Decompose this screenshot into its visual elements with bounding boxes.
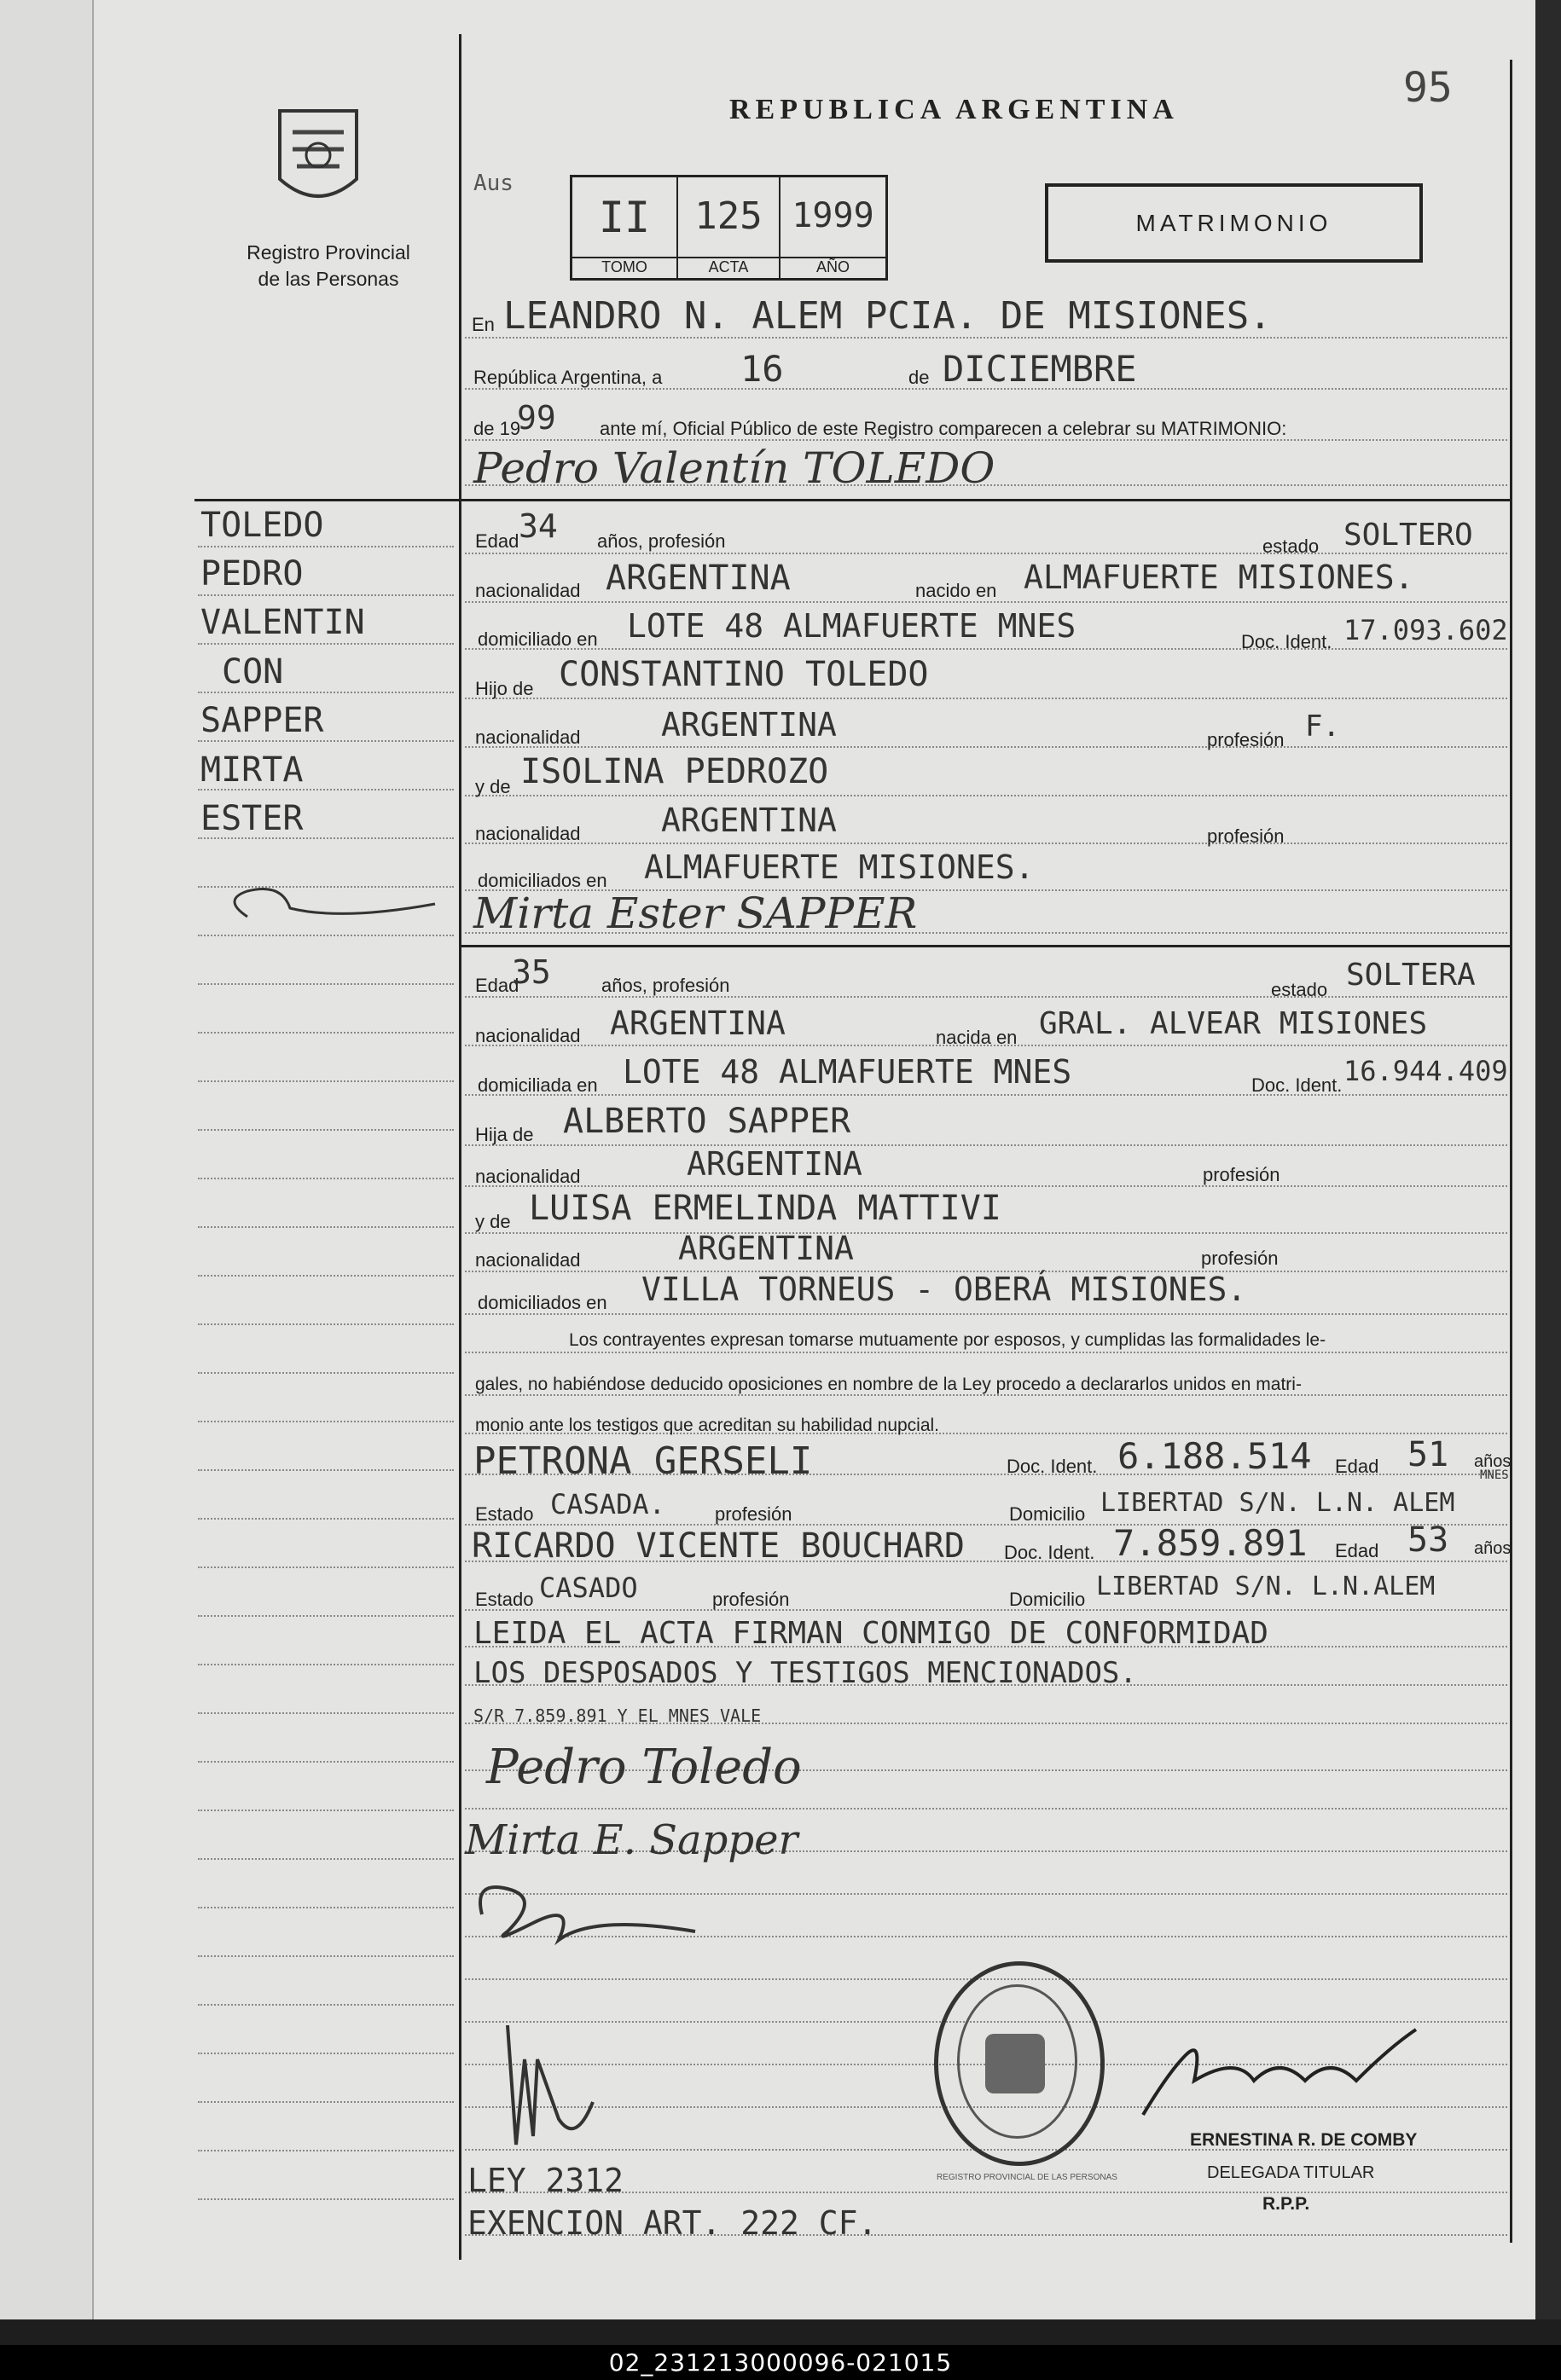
flourish-icon [213,883,444,934]
ruled-line [198,2053,454,2055]
bride-profesion-label: años, profesión [601,975,730,996]
groom-birthplace: ALMAFUERTE MISIONES. [1024,559,1414,596]
witness1-anos-label: años [1474,1452,1512,1471]
witness2-address: LIBERTAD S/N. L.N.ALEM [1096,1572,1436,1601]
official-signature-icon [1134,2021,1450,2123]
groom-father-prof-label: profesión [1207,729,1285,750]
bride-nacionalidad-label: nacionalidad [475,1025,581,1046]
groom-father-profession: F. [1305,709,1340,744]
ruled-line [198,1907,454,1909]
file-id-bar [0,2345,1561,2380]
ruled-line [198,2004,454,2006]
ruled-line [198,2150,454,2152]
witness1-edad-label: Edad [1335,1456,1379,1477]
sidebar-name: TOLEDO [200,506,324,545]
witness1-domicilio-label: Domicilio [1009,1503,1086,1525]
ruled-line [198,1469,454,1472]
marriage-day: 16 [740,348,784,390]
sidebar-name: PEDRO [200,554,304,594]
official-name: ERNESTINA R. DE COMBY [1190,2130,1418,2150]
file-id: 02_231213000096-021015 [608,2348,953,2377]
ruled-line [465,1144,1507,1147]
ruled-line [465,1352,1507,1354]
ruled-line [198,1955,454,1958]
witness1-name: PETRONA GERSELI [473,1439,813,1483]
bride-nacida-label: nacida en [936,1027,1018,1048]
ruled-line [465,843,1507,845]
bride-father-prof-label: profesión [1203,1164,1280,1185]
bride-age: 35 [512,953,551,991]
ruled-line [198,1178,454,1180]
witness-signatures-icon [456,1863,712,2170]
document-type: MATRIMONIO [1135,210,1332,236]
witness2-age: 53 [1407,1520,1449,1560]
acta-value: 125 [694,194,763,238]
bride-name-header: Mirta Ester SAPPER [473,889,918,938]
ruled-line [198,692,454,694]
acta-label: ACTA [678,257,779,276]
ruled-line [465,1094,1507,1097]
bride-domicilio-label: domiciliada en [478,1074,598,1096]
year-prefix: de 19 [473,418,521,439]
witness1-estado-label: Estado [475,1503,534,1525]
ruled-line [198,2101,454,2104]
official-office: R.P.P. [1262,2194,1310,2214]
ano-label: AÑO [780,257,885,276]
groom-signature: Pedro Toledo [486,1740,802,1795]
ruled-line [198,2198,454,2201]
ruled-line [198,983,454,986]
ruled-line [198,1080,454,1083]
declaration-line1: Los contrayentes expresan tomarse mutuamente por esposos, y cumplidas las formalidades le- [569,1330,1326,1350]
ruled-line [198,1421,454,1423]
groom-profesion-label: años, profesión [597,530,726,552]
ruled-line [465,553,1507,555]
witness2-profesion-label: profesión [712,1589,790,1610]
ruled-line [198,740,454,743]
ruled-line [198,1712,454,1715]
ruled-line [198,1323,454,1326]
bride-parents-dom-label: domiciliados en [478,1292,607,1313]
sidebar-name: CON [222,652,284,692]
groom-address: LOTE 48 ALMAFUERTE MNES [627,607,1076,645]
groom-age: 34 [519,507,558,545]
republica-label: República Argentina, a [473,367,663,388]
witness2-anos-label: años [1474,1539,1512,1558]
bride-mother-prof-label: profesión [1201,1248,1279,1269]
ruled-line [198,1518,454,1520]
scan-edge [0,2319,1561,2345]
bride-father: ALBERTO SAPPER [563,1102,851,1141]
ruled-line [198,1615,454,1618]
bride-hija-label: Hija de [475,1124,534,1145]
witness2-domicilio-label: Domicilio [1009,1589,1086,1610]
groom-mother-prof-label: profesión [1207,825,1285,847]
groom-father-nationality: ARGENTINA [661,706,837,744]
bride-father-nationality: ARGENTINA [687,1145,862,1183]
groom-parents-dom-label: domiciliados en [478,870,607,891]
bride-mother-nationality: ARGENTINA [678,1230,854,1267]
registry-seal [934,1961,1105,2166]
ruled-line [465,795,1507,797]
ruled-line [465,648,1507,651]
ruled-line [465,698,1507,700]
marriage-place: LEANDRO N. ALEM PCIA. DE MISIONES. [503,294,1272,338]
witness2-doc-label: Doc. Ident. [1004,1542,1095,1563]
ruled-line [198,1810,454,1812]
groom-parents-address: ALMAFUERTE MISIONES. [644,848,1035,886]
groom-domicilio-label: domiciliado en [478,628,598,650]
witness1-doc-label: Doc. Ident. [1007,1456,1098,1477]
official-title: DELEGADA TITULAR [1207,2163,1375,2182]
witness1-profesion-label: profesión [715,1503,792,1525]
ruled-line [198,1226,454,1229]
right-frame-line [1510,60,1512,2243]
bride-doc-label: Doc. Ident. [1251,1074,1343,1096]
sidebar-name: SAPPER [200,701,324,740]
bride-y-de-label: y de [475,1211,511,1232]
witness1-document: 6.188.514 [1117,1435,1312,1477]
bride-parents-address: VILLA TORNEUS - OBERÁ MISIONES. [641,1271,1247,1308]
document-type-box [1045,183,1423,263]
intro-statement: ante mí, Oficial Público de este Registro comparecen a celebrar su MATRIMONIO: [600,418,1287,439]
bride-father-nac-label: nacionalidad [475,1166,581,1187]
seal-text: REGISTRO PROVINCIAL DE LAS PERSONAS [937,2173,1117,2182]
province-crest-icon [271,102,365,217]
ruled-line [465,1609,1507,1612]
groom-estado-label: estado [1262,536,1320,557]
ruled-line [465,1808,1507,1810]
ruled-line [198,1566,454,1569]
binder-margin [0,0,94,2328]
ruled-line [198,1858,454,1861]
witness1-age: 51 [1407,1435,1449,1474]
bride-mother: LUISA ERMELINDA MATTIVI [529,1189,1001,1228]
declaration-line2: gales, no habiéndose deducido oposiciones en nombre de la Ley procedo a declararlos unidos en matri- [475,1375,1302,1394]
section-divider-middle [461,945,1512,947]
exencion-note: EXENCION ART. 222 CF. [467,2204,878,2242]
bride-edad-label: Edad [475,975,519,996]
witness1-estado: CASADA. [550,1488,665,1520]
groom-document: 17.093.602 [1343,614,1508,646]
witness2-name: RICARDO VICENTE BOUCHARD [472,1526,965,1566]
ruled-line [198,546,454,548]
witness2-estado-label: Estado [475,1589,534,1610]
groom-estado: SOLTERO [1343,518,1473,553]
witness1-address: LIBERTAD S/N. L.N. ALEM [1100,1488,1455,1518]
ruled-line [198,935,454,937]
section-divider-top [194,499,1512,501]
acta-reference-box [570,175,888,281]
ruled-line [465,1185,1507,1188]
groom-father-nac-label: nacionalidad [475,727,581,748]
registry-name-line1: Registro Provincial [247,241,410,263]
ruled-line [198,1032,454,1034]
sidebar-name: ESTER [200,799,304,838]
closing-line2: LOS DESPOSADOS Y TESTIGOS MENCIONADOS. [473,1656,1137,1690]
margin-note: Aus [473,171,514,196]
tomo-value: II [598,193,651,242]
sidebar-name: MIRTA [200,750,304,790]
groom-nacionalidad-label: nacionalidad [475,580,581,601]
country-heading: REPUBLICA ARGENTINA [729,94,1179,125]
bride-address: LOTE 48 ALMAFUERTE MNES [623,1053,1072,1091]
de-label: de [908,367,930,388]
groom-mother-nac-label: nacionalidad [475,823,581,844]
bride-signature: Mirta E. Sapper [465,1816,798,1864]
ruled-line [198,1761,454,1763]
groom-doc-label: Doc. Ident. [1241,631,1332,652]
sidebar-name: VALENTIN [200,603,365,642]
groom-hijo-label: Hijo de [475,678,534,699]
bride-document: 16.944.409 [1343,1055,1508,1087]
bride-nacionalidad: ARGENTINA [610,1005,786,1042]
ley-note: LEY 2312 [467,2162,624,2199]
closing-line1: LEIDA EL ACTA FIRMAN CONMIGO DE CONFORMIDAD [473,1616,1268,1651]
closing-line3: S/R 7.859.891 Y EL MNES VALE [473,1705,762,1726]
ruled-line [465,1313,1507,1316]
bride-mother-nac-label: nacionalidad [475,1249,581,1271]
ruled-line [198,1372,454,1375]
bride-estado: SOLTERA [1346,958,1476,993]
registry-name-line2: de las Personas [258,268,399,290]
witness2-edad-label: Edad [1335,1540,1379,1561]
groom-edad-label: Edad [475,530,519,552]
bride-estado-label: estado [1271,979,1328,1000]
groom-mother-nationality: ARGENTINA [661,802,837,839]
ruled-line [198,594,454,597]
en-label: En [472,314,495,335]
ano-value: 1999 [792,196,874,235]
ruled-line [198,1664,454,1666]
marriage-month: DICIEMBRE [943,348,1137,390]
declaration-line3: monio ante los testigos que acreditan su habilidad nupcial. [475,1416,940,1435]
ruled-line [198,1275,454,1277]
bride-birthplace: GRAL. ALVEAR MISIONES [1039,1006,1428,1041]
ruled-line [198,1129,454,1132]
groom-y-de-label: y de [475,776,511,797]
tomo-label: TOMO [572,257,676,276]
groom-father: CONSTANTINO TOLEDO [559,655,929,694]
ruled-line [198,643,454,646]
groom-nacido-label: nacido en [915,580,997,601]
witness2-document: 7.859.891 [1113,1522,1308,1564]
page-number: 95 [1403,64,1453,112]
ruled-line [465,1232,1507,1235]
groom-nacionalidad: ARGENTINA [606,559,791,598]
groom-name-header: Pedro Valentín TOLEDO [473,443,995,493]
witness1-address-note: MNES [1480,1468,1509,1482]
groom-mother: ISOLINA PEDROZO [520,752,829,791]
marriage-year: 99 [517,399,556,437]
ruled-line [465,746,1507,749]
witness2-estado: CASADO [539,1572,638,1604]
